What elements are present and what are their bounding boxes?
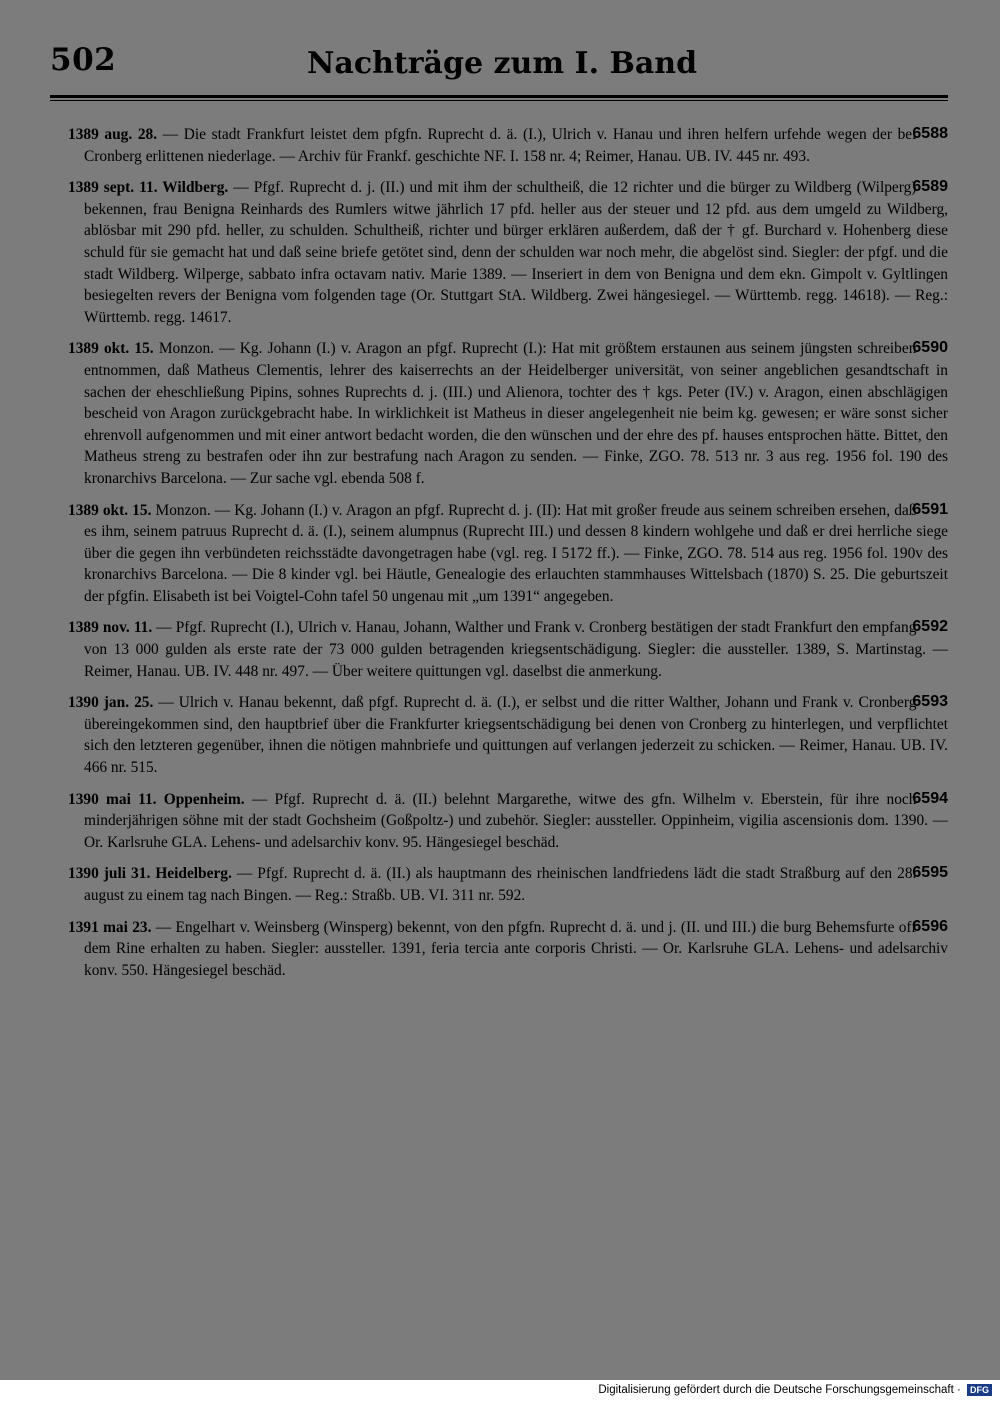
entry-text: — Engelhart v. Weinsberg (Winsperg) bekennt, von den pfgfn. Ruprecht d. ä. und j. (II. und III.) die burg Behemsfurte off dem Rine erhalten zu haben. Siegler: aussteller. 1391, feria tercia ante corporis Christi. — Or. Karlsruhe GLA. Lehens- und adelsarchiv konv. 550. Hängesiegel beschäd. (84, 918, 948, 979)
footer-credit (0, 1384, 992, 1396)
page-number: 502 (50, 42, 117, 78)
entry-number: 6593 (912, 693, 948, 711)
entry-date: 1390 jan. 25. (68, 694, 159, 712)
entry-date: 1390 mai 11. Oppenheim. (68, 790, 252, 808)
entry-text: — Pfgf. Ruprecht d. ä. (II.) belehnt Margarethe, witwe des gfn. Wilhelm v. Eberstein, für ihre noch minderjährigen söhne mit der stadt Gochsheim (Goßpoltz-) und zubehör. Siegler: aussteller. Oppinheim, vigilia ascensionis dom. 1390. — Or. Karlsruhe GLA. Lehens- und adelsarchiv konv. 95. Hängesiegel beschäd. (84, 790, 948, 851)
entry-6591 (68, 500, 948, 608)
entry-number: 6591 (912, 500, 948, 518)
dfg-logo: DFG (967, 1384, 992, 1396)
entry-6596 (68, 917, 948, 982)
entry-6589 (68, 177, 948, 328)
entry-text: — Pfgf. Ruprecht d. ä. (II.) als hauptmann des rheinischen landfriedens lädt die stadt Straßburg auf den 28. august zu einem tag nach Bingen. — Reg.: Straßb. UB. VI. 311 nr. 592. (84, 865, 917, 904)
entry-6595 (68, 863, 948, 906)
entry-6592 (68, 617, 948, 682)
entry-date: 1389 aug. 28. (68, 126, 163, 143)
entry-text: — Die stadt Frankfurt leistet dem pfgfn. Ruprecht d. ä. (I.), Ulrich v. Hanau und ihren helfern urfehde wegen der bei Cronberg erlittenen niederlage. — Archiv für Frankf. geschichte NF. I. 158 nr. 4; Reimer, Hanau. UB. IV. 445 nr. 493. (84, 126, 917, 165)
header-rule-thin (50, 100, 948, 101)
entry-date: 1389 okt. 15. (68, 340, 159, 358)
entry-text: Monzon. — Kg. Johann (I.) v. Aragon an pfgf. Ruprecht d. j. (II): Hat mit großer freude aus seinem schreiben ersehen, daß es ihm, seinem patruus Ruprecht d. ä. (I.), seinem alumpnus (Ruprecht III.) und dessen 8 kindern wohlgehe und daß er drei herrliche siege über die gegen ihn verbündeten reichsstädte davongetragen habe (vgl. reg. I 5172 ff.). — Finke, ZGO. 78. 514 aus reg. 1956 fol. 190v des kronarchivs Barcelona. — Die 8 kinder vgl. bei Häutle, Genealogie des erlauchten stammhauses Wittelsbach (1870) S. 25. Die geburtszeit der pfgfin. Elisabeth ist bei Voigtel-Cohn tafel 50 ungenau mit „um 1391“ angegeben. (84, 501, 948, 605)
entry-number: 6594 (912, 789, 948, 807)
entry-date: 1389 okt. 15. (68, 501, 156, 519)
entry-6594 (68, 789, 948, 854)
entry-date: 1390 juli 31. Heidelberg. (68, 865, 237, 883)
entry-text: — Ulrich v. Hanau bekennt, daß pfgf. Ruprecht d. ä. (I.), er selbst und die ritter Walther, Johann und Frank v. Cronberg übereingekommen sind, den hauptbrief über die Frankfurter kriegsentschädigung bei denen von Cronberg zu hinterlegen, und verpflichtet sich den letzteren gegenüber, ihnen die nötigen mahnbriefe und quittungen auf verlangen jederzeit zu schicken. — Reimer, Hanau. UB. IV. 466 nr. 515. (84, 694, 948, 777)
entry-number: 6592 (912, 618, 948, 636)
entry-number: 6596 (912, 917, 948, 935)
footer-text: Digitalisierung gefördert durch die Deutsche Forschungsgemeinschaft · (598, 1384, 961, 1397)
entry-number: 6588 (912, 125, 948, 142)
entry-date: 1389 sept. 11. Wildberg. (68, 179, 234, 197)
entry-text: — Pfgf. Ruprecht (I.), Ulrich v. Hanau, Johann, Walther und Frank v. Cronberg bestätigen der stadt Frankfurt den empfang von 13 000 gulden als erste rate der 73 000 gulden betragenden kriegsentschädigung. Siegler: die aussteller. 1389, S. Martinstag. — Reimer, Hanau. UB. IV. 448 nr. 497. — Über weitere quittungen vgl. daselbst die anmerkung. (84, 619, 948, 680)
entry-text: Monzon. — Kg. Johann (I.) v. Aragon an pfgf. Ruprecht (I.): Hat mit größtem erstaunen aus seinem jüngsten schreiben entnommen, daß Matheus Clementis, lehrer des kaiserrechts an der Heidelberger universität, von seiner angeblichen gesandtschaft in sachen der eheschließung Pipins, sohnes Ruprechts d. j. (III.) und Alienora, tochter des † kgs. Peter (IV.) v. Aragon, einen abschlägigen bescheid von Aragon zurückgebracht habe. In wirklichkeit ist Matheus in dieser angelegenheit nie beim kg. gewesen; er wäre sonst sicher ehrenvoll aufgenommen und mit einer antwort bedacht worden, die den wünschen und der ehre des pf. hauses entsprochen hätte. Bittet, den Matheus streng zu bestrafen oder ihn zur bestrafung nach Aragon zu senden. — Finke, ZGO. 78. 513 nr. 3 aus reg. 1956 fol. 190 des kronarchivs Barcelona. — Zur sache vgl. ebenda 508 f. (84, 340, 948, 487)
entry-6590 (68, 338, 948, 489)
entry-text: — Pfgf. Ruprecht d. j. (II.) und mit ihm der schultheiß, die 12 richter und die bürger zu Wildberg (Wilperg) bekennen, frau Benigna Reinhards des Rumlers witwe jährlich 17 pfd. heller aus der steuer und 12 pfd. aus dem umgeld zu Wildberg, ablösbar mit 290 pfd. heller, zu schulden. Schultheiß, richter und bürger erklären außerdem, daß der † gf. Burchard v. Hohenberg diese schuld für sie gemacht hat und daß seine briefe getötet sind, denn der schulden war noch mehr, die abgelöst sind. Siegler: der pfgf. und die stadt Wildberg. Wilperge, sabbato infra octavam nativ. Marie 1389. — Inseriert in dem von Benigna und dem ekn. Gimpolt v. Gyltlingen besiegelten revers der Benigna vom folgenden tage (Or. Stuttgart StA. Wildberg. Zwei hängesiegel. — Württemb. regg. 14618). — Reg.: Württemb. regg. 14617. (84, 179, 948, 326)
page-title: Nachträge zum I. Band (306, 46, 698, 81)
entry-6588 (68, 124, 948, 167)
header-rule (50, 95, 948, 98)
entry-6593 (68, 692, 948, 778)
entry-number: 6595 (912, 864, 948, 882)
entry-date: 1389 nov. 11. (68, 619, 157, 637)
entry-date: 1391 mai 23. (68, 918, 156, 936)
entries-list (68, 124, 948, 991)
entry-number: 6590 (912, 339, 948, 357)
entry-number: 6589 (912, 178, 948, 196)
